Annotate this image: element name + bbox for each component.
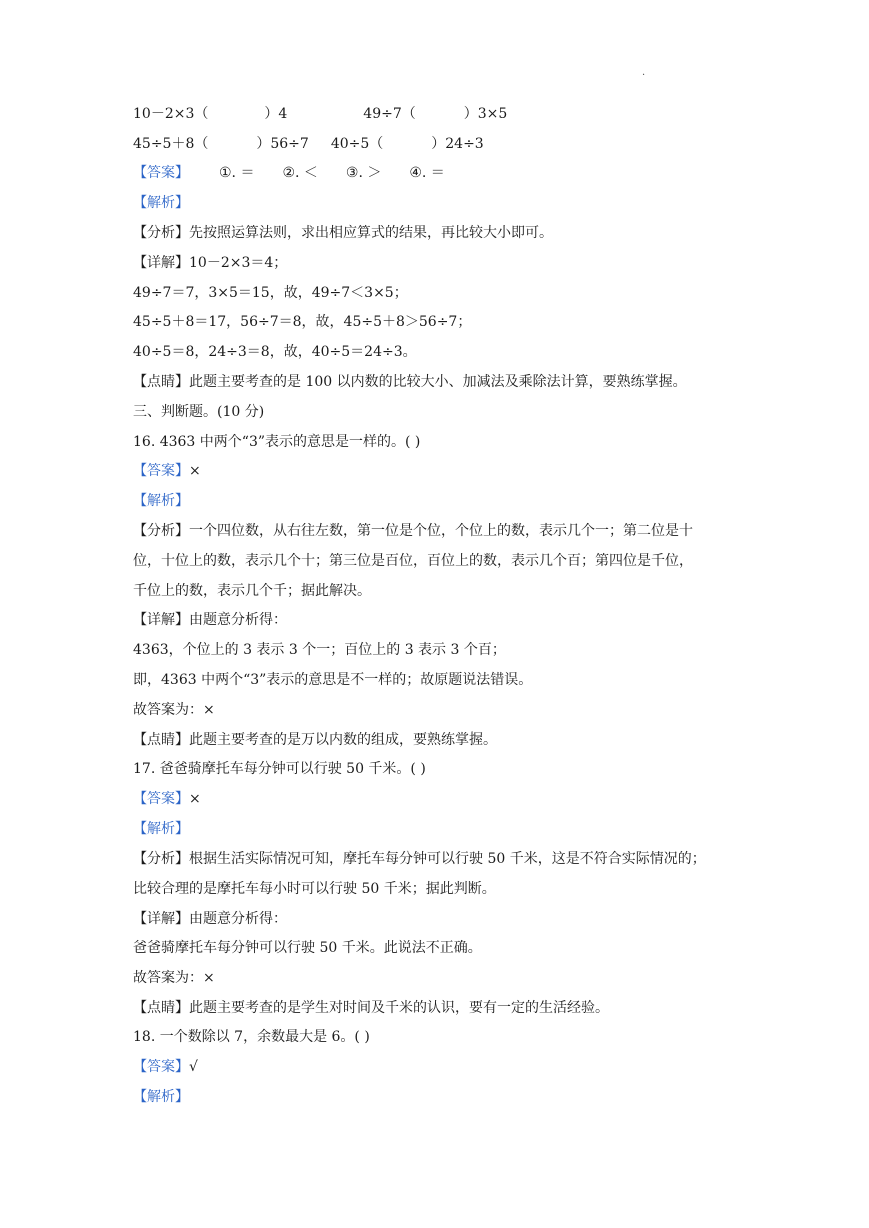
- compare-row2-d: ）24÷3: [431, 136, 484, 152]
- q16-question: 16. 4363 中两个“3”表示的意思是一样的。( ): [133, 434, 421, 450]
- q16-line-2: 即，4363 中两个“3”表示的意思是不一样的；故原题说法错误。: [133, 672, 533, 688]
- q18-answer-value: √: [189, 1059, 198, 1075]
- q18-answer: [133, 1057, 198, 1077]
- q15-answer-1: ①. ＝: [219, 165, 255, 181]
- q17-answer-value: ×: [189, 791, 201, 807]
- q17-dianjing: [133, 998, 609, 1018]
- fenxi-text: 先按照运算法则，求出相应算式的结果，再比较大小即可。: [189, 225, 553, 241]
- q17-answer: [133, 789, 201, 809]
- q18-analysis-tag: 【解析】: [133, 1089, 189, 1105]
- q17-line-2: 故答案为：×: [133, 970, 215, 986]
- q17-analysis-tag: 【解析】: [133, 821, 189, 837]
- fenxi-tag: 【分析】: [133, 225, 189, 241]
- compare-row-1: [133, 104, 507, 124]
- fenxi-text: 一个四位数，从右往左数，第一位是个位，个位上的数，表示几个一；第二位是十: [189, 523, 693, 539]
- fenxi-text: 根据生活实际情况可知，摩托车每分钟可以行驶 50 千米，这是不符合实际情况的；: [189, 851, 706, 867]
- dianjing-text: 此题主要考查的是 100 以内数的比较大小、加减法及乘除法计算，要熟练掌握。: [189, 374, 687, 390]
- fenxi-tag: 【分析】: [133, 523, 189, 539]
- q16-fenxi-1: [133, 521, 693, 541]
- q15-answer-3: ③. ＞: [345, 165, 382, 181]
- xiangjie-text: 由题意分析得：: [189, 612, 287, 628]
- q17-xiangjie: [133, 909, 287, 929]
- q15-dianjing: [133, 372, 687, 392]
- answer-tag: 【答案】: [133, 1059, 189, 1075]
- answer-tag: 【答案】: [133, 463, 189, 479]
- q17-fenxi-2: 比较合理的是摩托车每小时可以行驶 50 千米；据此判断。: [133, 881, 496, 897]
- dianjing-text: 此题主要考查的是学生对时间及千米的认识，要有一定的生活经验。: [189, 1000, 609, 1016]
- q15-answer-2: ②. ＜: [282, 165, 318, 181]
- dianjing-tag: 【点睛】: [133, 1000, 189, 1016]
- q16-dianjing: [133, 730, 497, 750]
- q16-line-1: 4363，个位上的 3 表示 3 个一；百位上的 3 表示 3 个百；: [133, 642, 506, 658]
- dianjing-tag: 【点睛】: [133, 732, 189, 748]
- q15-answer-4: ④. ＝: [409, 165, 445, 181]
- header-dot: ·: [642, 70, 646, 81]
- q17-fenxi-1: [133, 849, 706, 869]
- q15-line-2: 45÷5＋8＝17，56÷7＝8，故，45÷5＋8＞56÷7；: [133, 314, 472, 330]
- answer-tag: 【答案】: [133, 165, 189, 181]
- compare-row2-c: 40÷5（: [330, 136, 384, 152]
- q16-fenxi-2: 位，十位上的数，表示几个十；第三位是百位，百位上的数，表示几个百；第四位是千位，: [133, 553, 693, 569]
- q15-xiangjie: [133, 253, 287, 273]
- xiangjie-tag: 【详解】: [133, 255, 189, 271]
- q18-question: 18. 一个数除以 7，余数最大是 6。( ): [133, 1029, 370, 1045]
- compare-row2-b: ）56÷7: [256, 136, 309, 152]
- q16-xiangjie: [133, 610, 287, 630]
- compare-row2-a: 45÷5＋8（: [133, 136, 209, 152]
- xiangjie-tag: 【详解】: [133, 911, 189, 927]
- q16-answer-value: ×: [189, 463, 201, 479]
- q15-line-3: 40÷5＝8，24÷3＝8，故，40÷5＝24÷3。: [133, 344, 417, 360]
- q16-analysis-tag: 【解析】: [133, 493, 189, 509]
- compare-row-2: [133, 134, 484, 154]
- q16-fenxi-3: 千位上的数，表示几个千；据此解决。: [133, 583, 371, 599]
- xiangjie-text: 由题意分析得：: [189, 911, 287, 927]
- fenxi-tag: 【分析】: [133, 851, 189, 867]
- q15-answer: [133, 163, 445, 183]
- q16-line-3: 故答案为：×: [133, 702, 215, 718]
- q15-line-1: 49÷7＝7，3×5＝15，故，49÷7＜3×5；: [133, 285, 408, 301]
- xiangjie-text: 10－2×3＝4；: [189, 255, 288, 271]
- compare-row1-d: ）3×5: [463, 106, 508, 122]
- q17-question: 17. 爸爸骑摩托车每分钟可以行驶 50 千米。( ): [133, 761, 426, 777]
- dianjing-text: 此题主要考查的是万以内数的组成，要熟练掌握。: [189, 732, 497, 748]
- dianjing-tag: 【点睛】: [133, 374, 189, 390]
- q16-answer: [133, 461, 201, 481]
- q15-analysis-tag: 【解析】: [133, 195, 189, 211]
- compare-row1-c: 49÷7（: [363, 106, 416, 122]
- q15-fenxi: [133, 223, 553, 243]
- xiangjie-tag: 【详解】: [133, 612, 189, 628]
- answer-tag: 【答案】: [133, 791, 189, 807]
- q17-line-1: 爸爸骑摩托车每分钟可以行驶 50 千米。此说法不正确。: [133, 940, 482, 956]
- compare-row1-a: 10－2×3（: [133, 106, 209, 122]
- compare-row1-b: ）4: [264, 106, 288, 122]
- section-title: 三、判断题。(10 分): [133, 404, 265, 420]
